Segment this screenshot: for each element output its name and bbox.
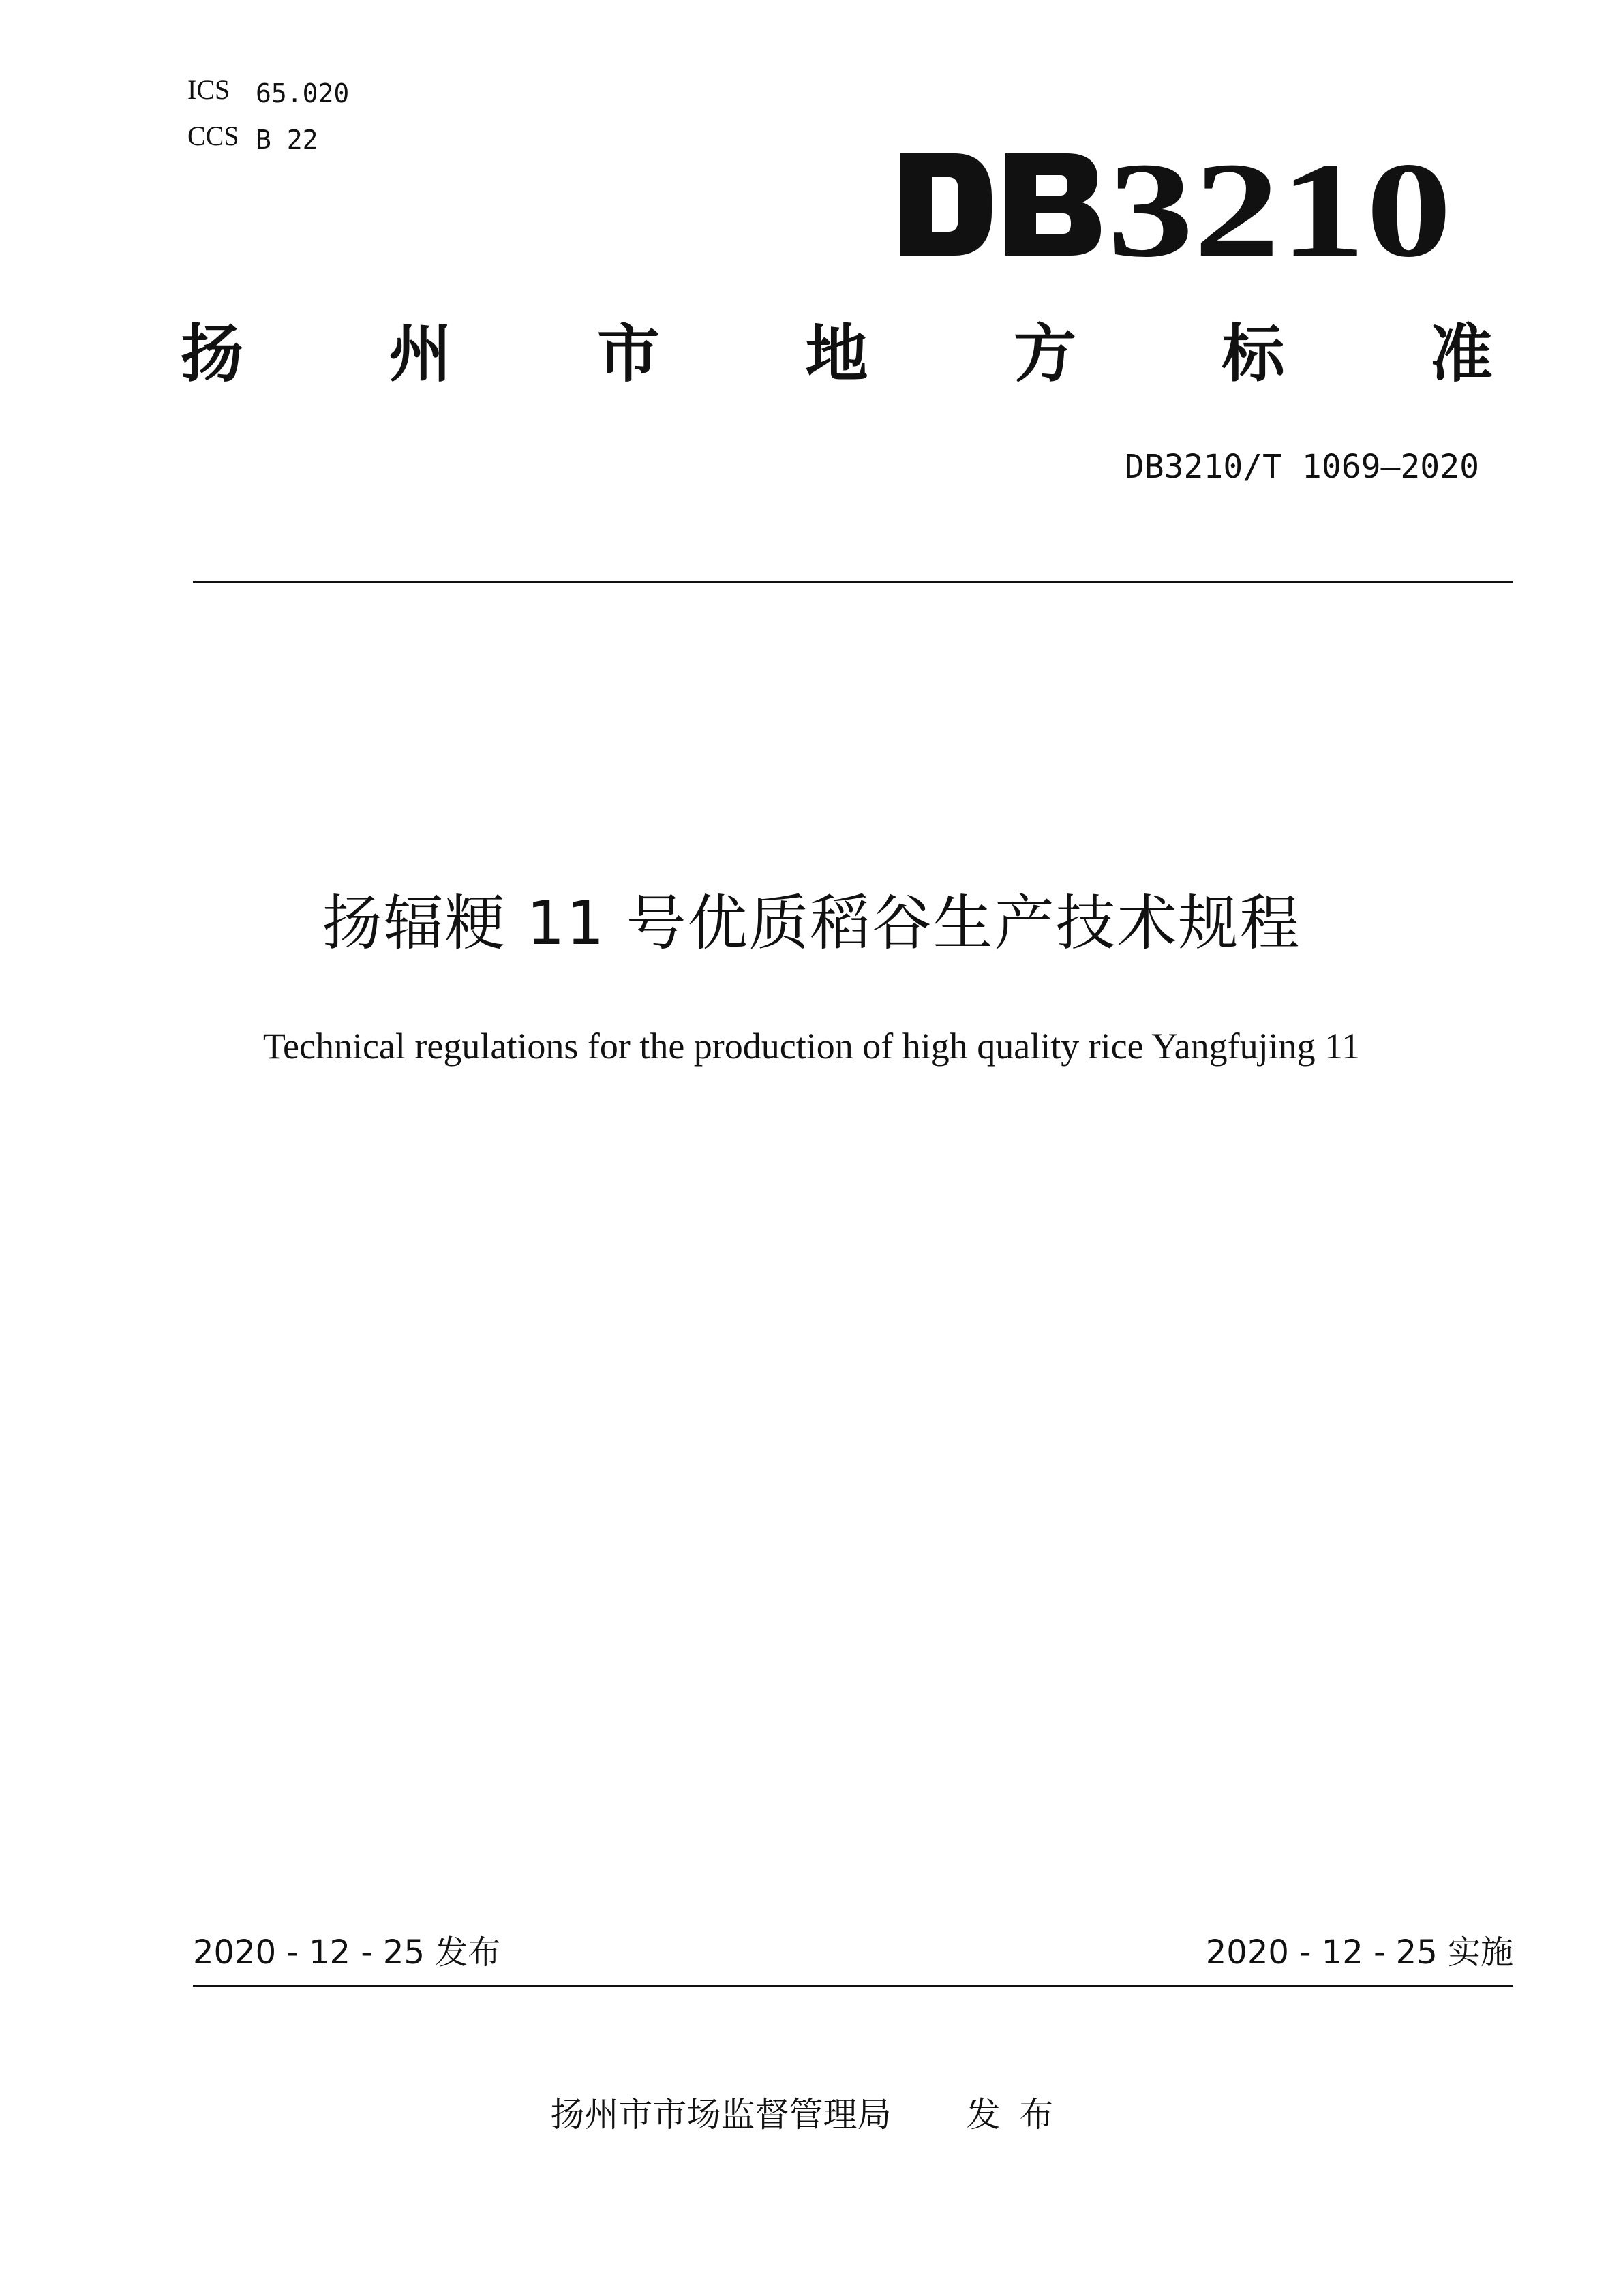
category-char: 市 [596, 318, 660, 391]
db-standard-logo [900, 140, 1452, 269]
category-char: 标 [1222, 318, 1285, 391]
category-char: 扬 [181, 318, 244, 391]
standard-category [181, 310, 1493, 399]
ccs-label: CCS [187, 121, 239, 151]
title-chinese: 扬辐粳 11 号优质稻谷生产技术规程 [322, 888, 1301, 958]
publish-date: 2020 - 12 - 25 发布 [193, 1933, 501, 1972]
svg-text:3210: 3210 [1108, 140, 1452, 269]
ccs-value: B 22 [256, 125, 318, 155]
category-char: 州 [389, 318, 452, 391]
implement-date: 2020 - 12 - 25 实施 [1205, 1933, 1513, 1972]
issuer-line [0, 2089, 1623, 2141]
category-char: 方 [1013, 318, 1076, 391]
ics-label: ICS [187, 74, 230, 105]
standard-number: DB3210/T 1069—2020 [1124, 448, 1479, 486]
title-english: Technical regulations for the production of high quality rice Yangfujing 11 [262, 1026, 1361, 1067]
issuer-action: 发布 [966, 2095, 1073, 2134]
issuer-name: 扬州市市场监督管理局 [550, 2095, 892, 2134]
category-char: 准 [1429, 318, 1493, 391]
top-divider [193, 581, 1513, 583]
category-char: 地 [805, 318, 868, 391]
ics-value: 65.020 [256, 78, 350, 108]
bottom-divider [193, 1985, 1513, 1987]
